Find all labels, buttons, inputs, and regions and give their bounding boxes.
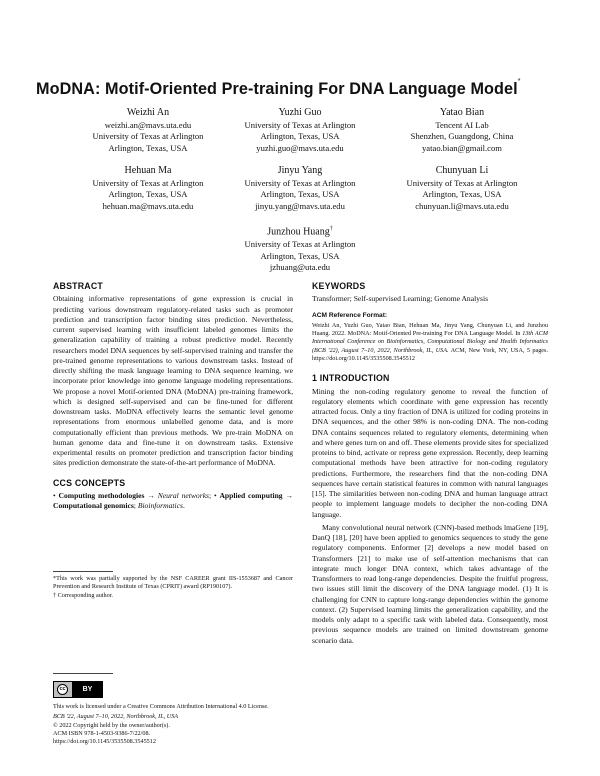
acm-reference: [312, 312, 548, 364]
author-name: Chunyuan Li: [435, 165, 489, 176]
ccs-heading: CCS CONCEPTS: [53, 477, 126, 488]
abstract-heading: ABSTRACT: [53, 281, 103, 291]
introduction-heading: 1 INTRODUCTION: [312, 373, 390, 384]
license-venue: BCB '22, August 7–10, 2022, Northbrook, IL, USA: [53, 713, 179, 721]
author-block: [372, 106, 552, 154]
license-text: This work is licensed under a Creative Commons Attribution International 4.0 License.: [53, 703, 269, 710]
right-column: [312, 281, 548, 646]
abstract-text: Obtaining informative representations of gene expression is crucial in predicting various downstream regulatory-related tasks such as promoter prediction and transcription factor binding sites prediction. Nevertheless, current supervised learning with insufficient labeled genomes limits the generalization capability of training a robust predictive model. Recently researchers model DNA sequences by self-supervised training and transfer the pre-trained genome representations to various downstream tasks. Instead of directly shifting the mask language learning to DNA sequence learning, we incorporate prior knowledge into genome language modeling representations. We propose a novel Motif-oriented DNA (MoDNA) pre-training framework, which is designed self-supervised and can be fine-tuned for different downstream tasks. MoDNA effectively learns the semantic level genome representations from enormous unlabelled genome data, and is more computationally efficient than previous methods. We pre-train MoDNA on human genome data and fine-tune it on downstream tasks. Extensive experimental results on promoter prediction and transcription factor binding sites prediction demonstrate the state-of-the-art performance of MoDNA.: [53, 294, 293, 468]
footnote: † Corresponding author.: [53, 591, 113, 599]
author-line: Shenzhen, Guangdong, China: [410, 131, 514, 142]
keywords-text: Transformer; Self-supervised Learning; Genome Analysis: [312, 294, 489, 304]
ccs-item: Applied computing: [219, 490, 283, 500]
author-footnote-mark: †: [329, 226, 333, 232]
author-line: University of Texas at Arlington: [244, 239, 356, 250]
author-name: Jinyu Yang: [277, 165, 323, 176]
author-line: jinyu.yang@mavs.uta.edu: [255, 200, 345, 211]
author-line: University of Texas at Arlington: [244, 178, 356, 188]
cc-logo-icon: cc: [57, 684, 68, 695]
author-name-text: Junzhou Huang: [267, 226, 330, 238]
author-line: weizhi.an@mavs.uta.edu: [104, 120, 192, 130]
title-footnote-mark: *: [517, 78, 521, 85]
author-block: [372, 164, 552, 212]
author-line: Arlington, Texas, USA: [108, 189, 188, 200]
author-line: Arlington, Texas, USA: [260, 131, 340, 142]
title-text: MoDNA: Motif-Oriented Pre-training For DNA Language Model: [36, 80, 518, 98]
left-column: [53, 281, 293, 511]
author-block: [210, 106, 390, 154]
author-block: [210, 222, 390, 274]
acm-ref-heading: ACM Reference Format:: [312, 311, 388, 319]
ccs-item: Neural networks: [157, 490, 210, 500]
paper-title: [36, 80, 566, 99]
acm-ref-text: Weizhi An, Yuzhi Guo, Yatao Bian, Hehuan Ma, Jinyu Yang, Chunyuan Li, and Junzhou Huang. 2022. MoDNA: Motif-Oriented Pre-training For DNA Language Model. In 13th ACM International Conference on Bioinformatics, Computational Biology and Health Informatics (BCB '22), August 7–10, 2022, Northbrook, IL, USA. ACM, New York, NY, USA, 5 pages. https://doi.org/10.1145/3535508.3545512: [312, 321, 548, 362]
author-line: chunyuan.li@mavs.uta.edu: [415, 200, 509, 211]
ccs-concepts: • Computing methodologies → Neural networks; • Applied computing → Computational genomics; Bioinformatics.: [53, 490, 294, 510]
keywords-heading: KEYWORDS: [312, 281, 366, 291]
footnote-rule: [53, 571, 113, 572]
author-line: University of Texas at Arlington: [92, 178, 204, 188]
footnotes: [53, 575, 293, 600]
author-line: jzhuang@uta.edu: [269, 262, 331, 273]
author-line: yatao.bian@gmail.com: [422, 142, 502, 153]
ccs-item: Computational genomics: [53, 501, 134, 510]
license-doi: https://doi.org/10.1145/3535508.3545512: [53, 738, 156, 746]
author-line: Arlington, Texas, USA: [422, 189, 502, 200]
ccs-item: Bioinformatics: [137, 501, 183, 510]
author-name: Yatao Bian: [439, 107, 485, 118]
author-block: [210, 164, 390, 212]
license-block: [53, 703, 298, 746]
author-line: University of Texas at Arlington: [92, 131, 204, 142]
by-icon: BY: [72, 682, 103, 698]
license-rule: [53, 673, 113, 674]
license-isbn: ACM ISBN 978-1-4503-9386-7/22/08.: [53, 729, 151, 737]
author-line: Arlington, Texas, USA: [260, 189, 340, 200]
author-line: Arlington, Texas, USA: [108, 142, 188, 153]
ccs-item: Computing methodologies: [58, 490, 145, 500]
author-line: hehuan.ma@mavs.uta.edu: [102, 200, 194, 211]
license-copyright: © 2022 Copyright held by the owner/author(s).: [53, 721, 170, 729]
footnote: *This work was partially supported by the NSF CAREER grant IIS-1553687 and Cancer Prevention and Research Institute of Texas (CPRIT) award (RP190107).: [53, 575, 293, 591]
author-line: Tencent AI Lab: [435, 120, 489, 130]
author-name: Weizhi An: [126, 107, 170, 118]
author-name: Hehuan Ma: [124, 165, 172, 176]
author-line: yuzhi.guo@mavs.uta.edu: [256, 142, 344, 153]
cc-by-license-icon: [53, 681, 103, 698]
author-name: Yuzhi Guo: [278, 107, 322, 118]
intro-paragraph: Mining the non-coding regulatory genome to reveal the function of regulatory elements which coordinate with gene expression has recently attracted focus. Only a tiny fraction of DNA is utilized for coding proteins in DNA sequences, and the other 98% is non-coding DNA. The non-coding DNA contains sequences related to regulatory elements, determining when and where genes turn on and off. These elements provide sites for specialized proteins to bind, activate or repress gene expression. Recently, deep learning computational methods have been attractive for non-coding regulatory predictions. Furthermore, the researchers find that the non-coding DNA sequences have certain statistical features in common with natural languages [15]. The similarities between non-coding DNA and human language attract people to implement language models to decipher the non-coding DNA language.: [312, 386, 548, 519]
author-line: University of Texas at Arlington: [406, 178, 518, 188]
intro-paragraph: Many convolutional neural network (CNN)-based methods lmaGene [19], DanQ [18], [20] have been applied to genomics sequences to study the gene regulatory components. Enformer [2] develops a new model based on Transformers [21] to make use of self-attention mechanisms that can integrate much longer DNA context, which takes advantage of the Transformers to read long-range dependencies. Despite the fruitful progress, two issues still limit the discovery of the DNA language model. (1) It is challenging for CNN to capture long-range dependencies within the genome context. (2) Supervised learning limits the generalization capability, and the models only adapt to a specific task with labeled data. Consequently, most previous sequence models are trained on limited downstream genome scenario data.: [312, 522, 548, 645]
author-line: Arlington, Texas, USA: [260, 250, 340, 261]
author-name: [210, 222, 390, 239]
author-line: University of Texas at Arlington: [244, 120, 356, 130]
